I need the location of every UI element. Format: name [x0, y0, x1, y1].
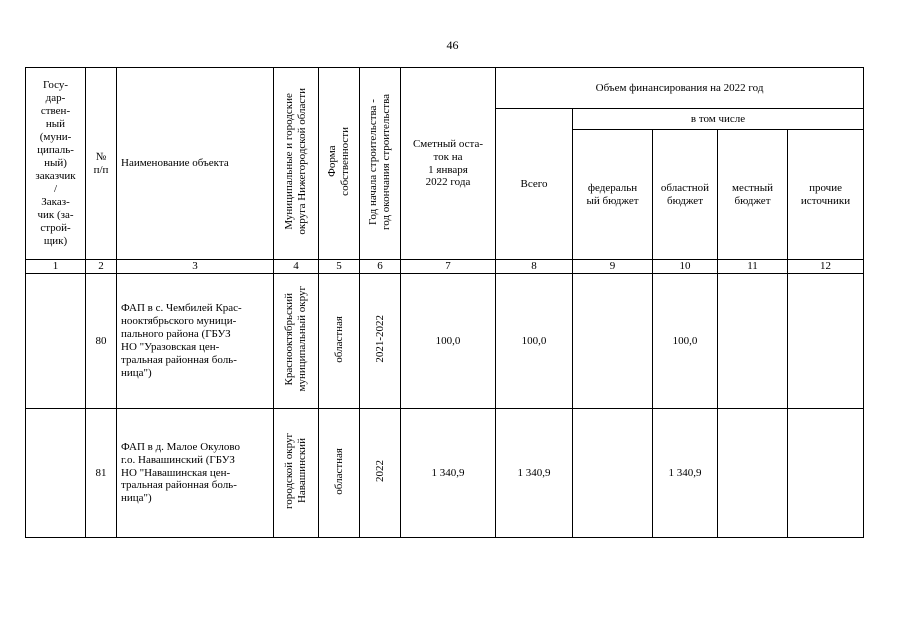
row-regional: 100,0 [653, 274, 718, 409]
column-number: 8 [496, 260, 573, 274]
header-row-1 [26, 68, 864, 109]
column-number: 9 [573, 260, 653, 274]
header-municipality: Муниципальные и городские округа Нижегородской области [274, 68, 319, 260]
page-number: 46 [446, 38, 459, 52]
row-ownership: областная [319, 274, 360, 409]
row-federal [573, 274, 653, 409]
row-local [718, 409, 788, 538]
row-federal [573, 409, 653, 538]
row-number: 81 [86, 409, 117, 538]
column-number: 7 [401, 260, 496, 274]
row-total: 100,0 [496, 274, 573, 409]
financing-table [25, 67, 864, 538]
header-including: в том числе [573, 109, 864, 130]
header-estimate-balance: Сметный оста- ток на 1 января 2022 года [401, 68, 496, 260]
header-federal: федеральн ый бюджет [573, 130, 653, 260]
row-municipality: Краснооктябрьский муниципальный округ [274, 274, 319, 409]
table-row [26, 409, 864, 538]
header-regional: областной бюджет [653, 130, 718, 260]
row-other [788, 409, 864, 538]
header-number: № п/п [86, 68, 117, 260]
column-number-row [26, 260, 864, 274]
row-other [788, 274, 864, 409]
row-estimate-balance: 100,0 [401, 274, 496, 409]
table-row [26, 274, 864, 409]
row-customer [26, 274, 86, 409]
row-ownership: областная [319, 409, 360, 538]
header-object-name: Наименование объекта [117, 68, 274, 260]
column-number: 3 [117, 260, 274, 274]
row-municipality: городской округ Навашинский [274, 409, 319, 538]
header-customer: Госу- дар- ствен- ный (муни- ципаль- ный) заказчик / Заказ- чик (за- строй- щик) [26, 68, 86, 260]
header-years: Год начала строительства - год окончания строительства [360, 68, 401, 260]
row-number: 80 [86, 274, 117, 409]
row-customer [26, 409, 86, 538]
column-number: 4 [274, 260, 319, 274]
column-number: 10 [653, 260, 718, 274]
column-number: 6 [360, 260, 401, 274]
column-number: 11 [718, 260, 788, 274]
header-local: местный бюджет [718, 130, 788, 260]
row-estimate-balance: 1 340,9 [401, 409, 496, 538]
row-years: 2022 [360, 409, 401, 538]
header-financing: Объем финансирования на 2022 год [496, 68, 864, 109]
row-total: 1 340,9 [496, 409, 573, 538]
column-number: 1 [26, 260, 86, 274]
column-number: 2 [86, 260, 117, 274]
row-years: 2021-2022 [360, 274, 401, 409]
header-total: Всего [496, 109, 573, 260]
row-regional: 1 340,9 [653, 409, 718, 538]
column-number: 12 [788, 260, 864, 274]
row-local [718, 274, 788, 409]
header-other: прочие источники [788, 130, 864, 260]
header-ownership: Форма собственности [319, 68, 360, 260]
column-number: 5 [319, 260, 360, 274]
row-object-name: ФАП в с. Чембилей Крас- нооктябрьского муници- пального района (ГБУЗ НО "Уразовская цен- тральная районная боль- ница") [117, 274, 274, 409]
row-object-name: ФАП в д. Малое Окулово г.о. Навашинский (ГБУЗ НО "Навашинская цен- тральная районная боль- ница") [117, 409, 274, 538]
